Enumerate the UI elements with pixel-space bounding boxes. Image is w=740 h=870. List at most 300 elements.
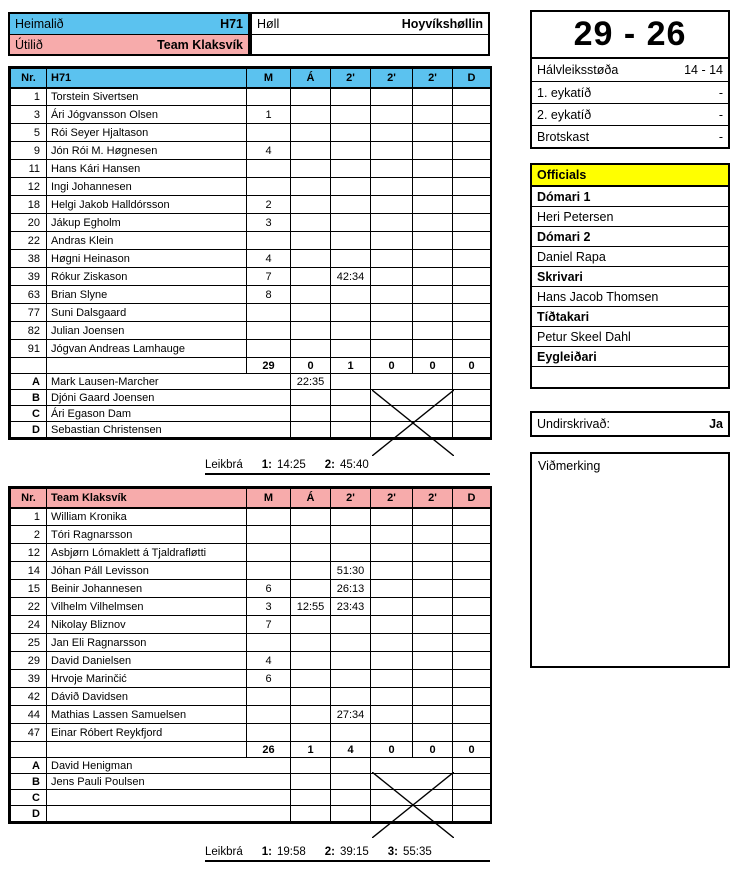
- signature-value: Ja: [709, 417, 723, 431]
- goals-cell: [247, 304, 291, 322]
- disqualification-cell: [453, 790, 491, 806]
- warning-cell: [291, 390, 331, 406]
- disqualification-cell: [453, 580, 491, 598]
- warning-cell: [291, 178, 331, 196]
- timeout-index: 2:: [324, 846, 335, 858]
- suspension3-cell: [413, 322, 453, 340]
- warning-cell: [291, 688, 331, 706]
- crossed-cell: [413, 406, 453, 422]
- official-letter: D: [11, 806, 47, 822]
- suspension1-cell: [331, 124, 371, 142]
- warning-cell: [291, 526, 331, 544]
- official-letter: B: [11, 390, 47, 406]
- player-number: 63: [11, 286, 47, 304]
- suspension1-cell: 27:34: [331, 706, 371, 724]
- player-number: 47: [11, 724, 47, 742]
- score-detail-value: -: [718, 107, 723, 122]
- col-header-m: M: [247, 69, 291, 88]
- suspension3-cell: [413, 196, 453, 214]
- col-header-2min-3: 2': [413, 489, 453, 508]
- suspension3-cell: [413, 160, 453, 178]
- suspension2-cell: [371, 88, 413, 106]
- player-name: Jógvan Andreas Lamhauge: [47, 340, 247, 358]
- crossed-cell: [371, 374, 413, 390]
- warning-cell: 12:55: [291, 598, 331, 616]
- player-name: Brian Slyne: [47, 286, 247, 304]
- hall-header-box: [250, 12, 490, 56]
- suspension1-cell: [331, 724, 371, 742]
- player-row: [11, 232, 491, 250]
- player-number: 39: [11, 670, 47, 688]
- home-team-officials: [11, 374, 491, 438]
- timeout-time: 55:35: [402, 846, 432, 858]
- suspension1-cell: [331, 286, 371, 304]
- suspension2-cell: [371, 526, 413, 544]
- goals-cell: [247, 544, 291, 562]
- goals-cell: [247, 688, 291, 706]
- player-row: [11, 508, 491, 526]
- player-row: [11, 178, 491, 196]
- disqualification-cell: [453, 562, 491, 580]
- warning-cell: [291, 106, 331, 124]
- player-name: Ingi Johannesen: [47, 178, 247, 196]
- player-name: Jákup Egholm: [47, 214, 247, 232]
- player-row: [11, 688, 491, 706]
- crossed-cell: [413, 790, 453, 806]
- crossed-cell: [371, 806, 413, 822]
- suspension2-cell: [371, 724, 413, 742]
- player-name: Einar Róbert Reykfjord: [47, 724, 247, 742]
- warning-cell: [291, 806, 331, 822]
- player-name: Mathias Lassen Samuelsen: [47, 706, 247, 724]
- goals-cell: [247, 232, 291, 250]
- home-players: [11, 88, 491, 358]
- official-name: [47, 790, 291, 806]
- disqualification-cell: [453, 774, 491, 790]
- totals-susp3: 0: [413, 742, 453, 758]
- player-number: 12: [11, 544, 47, 562]
- player-name: Jóhan Páll Levisson: [47, 562, 247, 580]
- timeout-index: 1:: [261, 459, 272, 471]
- player-number: 20: [11, 214, 47, 232]
- goals-cell: 4: [247, 652, 291, 670]
- official-name: [47, 806, 291, 822]
- suspension3-cell: [413, 508, 453, 526]
- disqualification-cell: [453, 340, 491, 358]
- crossed-cell: [371, 422, 413, 438]
- player-row: [11, 322, 491, 340]
- col-header-2min-2: 2': [371, 489, 413, 508]
- col-header-a: Á: [291, 69, 331, 88]
- suspension3-cell: [413, 214, 453, 232]
- totals-susp1: 1: [331, 358, 371, 374]
- goals-cell: [247, 124, 291, 142]
- team-official-row: [11, 774, 491, 790]
- suspension2-cell: [371, 508, 413, 526]
- warning-cell: [291, 634, 331, 652]
- disqualification-cell: [453, 406, 491, 422]
- suspension3-cell: [413, 304, 453, 322]
- suspension2-cell: [371, 562, 413, 580]
- player-name: Tóri Ragnarsson: [47, 526, 247, 544]
- warning-cell: 22:35: [291, 374, 331, 390]
- signature-row: [532, 413, 728, 435]
- player-number: 91: [11, 340, 47, 358]
- score-detail-label: Hálvleiksstøða: [537, 63, 619, 77]
- suspension3-cell: [413, 340, 453, 358]
- player-number: 18: [11, 196, 47, 214]
- suspension3-cell: [413, 634, 453, 652]
- suspension1-cell: [331, 340, 371, 358]
- player-row: [11, 304, 491, 322]
- player-row: [11, 616, 491, 634]
- player-name: Asbjørn Lómaklett á Tjaldrafløtti: [47, 544, 247, 562]
- player-name: Torstein Sivertsen: [47, 88, 247, 106]
- player-number: 29: [11, 652, 47, 670]
- player-number: 42: [11, 688, 47, 706]
- suspension3-cell: [413, 88, 453, 106]
- suspension1-cell: [331, 232, 371, 250]
- official-letter: C: [11, 790, 47, 806]
- away-team-row: [10, 34, 248, 54]
- totals-goals: 29: [247, 358, 291, 374]
- official-letter: D: [11, 422, 47, 438]
- crossed-cell: [371, 758, 413, 774]
- home-timeouts-line: [205, 459, 490, 475]
- player-name: Andras Klein: [47, 232, 247, 250]
- suspension3-cell: [413, 562, 453, 580]
- hall-name: Hoyvíkshøllin: [401, 17, 483, 31]
- col-header-d: D: [453, 489, 491, 508]
- col-header-team: H71: [47, 69, 247, 88]
- suspension3-cell: [413, 268, 453, 286]
- warning-cell: [291, 214, 331, 232]
- player-row: [11, 544, 491, 562]
- team-official-row: [11, 390, 491, 406]
- warning-cell: [291, 508, 331, 526]
- official-letter: B: [11, 774, 47, 790]
- suspension3-cell: [413, 232, 453, 250]
- timeout-time: 19:58: [276, 846, 306, 858]
- official-person-name: Daniel Rapa: [532, 247, 728, 267]
- suspension2-cell: [371, 286, 413, 304]
- player-name: David Danielsen: [47, 652, 247, 670]
- goals-cell: [247, 160, 291, 178]
- warning-cell: [291, 340, 331, 358]
- official-person-name: Hans Jacob Thomsen: [532, 287, 728, 307]
- disqualification-cell: [453, 286, 491, 304]
- suspension2-cell: [371, 322, 413, 340]
- player-row: [11, 562, 491, 580]
- goals-cell: 1: [247, 106, 291, 124]
- suspension1-cell: [331, 406, 371, 422]
- score-detail-row: [532, 103, 728, 125]
- official-role-label: Tíðtakari: [532, 307, 728, 327]
- official-name: Mark Lausen-Marcher: [47, 374, 291, 390]
- player-name: Vilhelm Vilhelmsen: [47, 598, 247, 616]
- goals-cell: 3: [247, 214, 291, 232]
- warning-cell: [291, 616, 331, 634]
- disqualification-cell: [453, 160, 491, 178]
- team-official-row: [11, 422, 491, 438]
- suspension2-cell: [371, 634, 413, 652]
- warning-cell: [291, 724, 331, 742]
- home-totals-row: [11, 358, 491, 374]
- suspension1-cell: [331, 142, 371, 160]
- totals-warnings: 1: [291, 742, 331, 758]
- disqualification-cell: [453, 322, 491, 340]
- player-number: 11: [11, 160, 47, 178]
- away-totals-row: [11, 742, 491, 758]
- suspension3-cell: [413, 724, 453, 742]
- col-header-d: D: [453, 69, 491, 88]
- suspension3-cell: [413, 598, 453, 616]
- player-number: 22: [11, 598, 47, 616]
- suspension2-cell: [371, 178, 413, 196]
- home-team-row: [10, 14, 248, 34]
- score-detail-row: [532, 125, 728, 147]
- goals-cell: [247, 706, 291, 724]
- officials-panel-title: Officials: [532, 165, 728, 187]
- player-number: 24: [11, 616, 47, 634]
- disqualification-cell: [453, 598, 491, 616]
- warning-cell: [291, 422, 331, 438]
- goals-cell: [247, 724, 291, 742]
- suspension1-cell: [331, 196, 371, 214]
- official-role-label: Dómari 1: [532, 187, 728, 207]
- player-number: 9: [11, 142, 47, 160]
- official-name: Ári Egason Dam: [47, 406, 291, 422]
- goals-cell: [247, 88, 291, 106]
- player-row: [11, 160, 491, 178]
- away-team-officials: [11, 758, 491, 822]
- timeout-index: 1:: [261, 846, 272, 858]
- suspension3-cell: [413, 526, 453, 544]
- player-name: Hrvoje Marinčić: [47, 670, 247, 688]
- disqualification-cell: [453, 526, 491, 544]
- home-team-name: H71: [220, 17, 243, 31]
- player-name: Nikolay Bliznov: [47, 616, 247, 634]
- col-header-nr: Nr.: [11, 69, 47, 88]
- disqualification-cell: [453, 806, 491, 822]
- disqualification-cell: [453, 232, 491, 250]
- suspension2-cell: [371, 268, 413, 286]
- player-number: 12: [11, 178, 47, 196]
- score-detail-rows: [532, 59, 728, 147]
- suspension1-cell: 23:43: [331, 598, 371, 616]
- score-detail-label: 1. eykatíð: [537, 85, 592, 100]
- player-number: 77: [11, 304, 47, 322]
- timeout-time: 14:25: [276, 459, 306, 471]
- disqualification-cell: [453, 124, 491, 142]
- warning-cell: [291, 322, 331, 340]
- crossed-cell: [371, 390, 413, 406]
- totals-name-cell: [47, 358, 247, 374]
- suspension1-cell: [331, 774, 371, 790]
- col-header-a: Á: [291, 489, 331, 508]
- player-row: [11, 580, 491, 598]
- totals-goals: 26: [247, 742, 291, 758]
- player-number: 22: [11, 232, 47, 250]
- goals-cell: 6: [247, 580, 291, 598]
- player-row: [11, 598, 491, 616]
- timeout-index: 2:: [324, 459, 335, 471]
- away-roster-table: [8, 486, 492, 824]
- suspension1-cell: [331, 322, 371, 340]
- suspension1-cell: [331, 88, 371, 106]
- suspension2-cell: [371, 250, 413, 268]
- goals-cell: 4: [247, 142, 291, 160]
- crossed-cell: [413, 758, 453, 774]
- player-number: 25: [11, 634, 47, 652]
- away-team-name: Team Klaksvík: [157, 37, 243, 52]
- timeouts-label: Leikbrá: [205, 459, 243, 471]
- suspension2-cell: [371, 124, 413, 142]
- team-official-row: [11, 406, 491, 422]
- goals-cell: [247, 562, 291, 580]
- totals-susp2: 0: [371, 742, 413, 758]
- totals-susp2: 0: [371, 358, 413, 374]
- warning-cell: [291, 196, 331, 214]
- totals-nr-cell: [11, 742, 47, 758]
- totals-warnings: 0: [291, 358, 331, 374]
- official-person-name: Heri Petersen: [532, 207, 728, 227]
- player-name: Rókur Ziskason: [47, 268, 247, 286]
- warning-cell: [291, 774, 331, 790]
- crossed-cell: [413, 806, 453, 822]
- warning-cell: [291, 652, 331, 670]
- warning-cell: [291, 268, 331, 286]
- crossed-cell: [413, 774, 453, 790]
- suspension1-cell: [331, 178, 371, 196]
- signature-label: Undirskrivað:: [537, 417, 610, 431]
- goals-cell: [247, 508, 291, 526]
- suspension2-cell: [371, 196, 413, 214]
- suspension3-cell: [413, 652, 453, 670]
- suspension1-cell: 51:30: [331, 562, 371, 580]
- score-panel: [530, 10, 730, 149]
- suspension2-cell: [371, 142, 413, 160]
- official-role-label: Eygleiðari: [532, 347, 728, 367]
- disqualification-cell: [453, 634, 491, 652]
- officials-panel: [530, 163, 730, 389]
- player-row: [11, 526, 491, 544]
- col-header-2min-3: 2': [413, 69, 453, 88]
- player-name: Rói Seyer Hjaltason: [47, 124, 247, 142]
- hall-label: Høll: [257, 17, 280, 31]
- suspension1-cell: [331, 390, 371, 406]
- suspension1-cell: [331, 106, 371, 124]
- official-name: Sebastian Christensen: [47, 422, 291, 438]
- suspension1-cell: [331, 422, 371, 438]
- suspension3-cell: [413, 250, 453, 268]
- suspension3-cell: [413, 580, 453, 598]
- player-number: 1: [11, 508, 47, 526]
- totals-susp3: 0: [413, 358, 453, 374]
- away-table-header-row: [11, 489, 491, 508]
- player-name: Ári Jógvansson Olsen: [47, 106, 247, 124]
- warning-cell: [291, 232, 331, 250]
- player-number: 3: [11, 106, 47, 124]
- suspension1-cell: [331, 758, 371, 774]
- totals-name-cell: [47, 742, 247, 758]
- disqualification-cell: [453, 178, 491, 196]
- player-row: [11, 268, 491, 286]
- warning-cell: [291, 250, 331, 268]
- suspension3-cell: [413, 286, 453, 304]
- player-row: [11, 340, 491, 358]
- player-name: Beinir Johannesen: [47, 580, 247, 598]
- disqualification-cell: [453, 422, 491, 438]
- remarks-label: Viðmerking: [538, 459, 601, 473]
- disqualification-cell: [453, 214, 491, 232]
- official-name: Djóni Gaard Joensen: [47, 390, 291, 406]
- disqualification-cell: [453, 758, 491, 774]
- suspension1-cell: [331, 544, 371, 562]
- crossed-cell: [371, 790, 413, 806]
- player-name: Jan Eli Ragnarsson: [47, 634, 247, 652]
- player-number: 14: [11, 562, 47, 580]
- score-detail-value: -: [718, 85, 723, 100]
- player-row: [11, 706, 491, 724]
- goals-cell: 6: [247, 670, 291, 688]
- totals-disq: 0: [453, 742, 491, 758]
- disqualification-cell: [453, 616, 491, 634]
- suspension3-cell: [413, 106, 453, 124]
- warning-cell: [291, 160, 331, 178]
- totals-susp1: 4: [331, 742, 371, 758]
- team-official-row: [11, 806, 491, 822]
- score-detail-label: Brotskast: [537, 129, 590, 144]
- goals-cell: [247, 634, 291, 652]
- team-official-row: [11, 790, 491, 806]
- disqualification-cell: [453, 304, 491, 322]
- team-official-row: [11, 374, 491, 390]
- warning-cell: [291, 758, 331, 774]
- suspension2-cell: [371, 214, 413, 232]
- player-row: [11, 196, 491, 214]
- goals-cell: [247, 340, 291, 358]
- player-row: [11, 634, 491, 652]
- official-name: David Henigman: [47, 758, 291, 774]
- player-row: [11, 652, 491, 670]
- disqualification-cell: [453, 196, 491, 214]
- warning-cell: [291, 706, 331, 724]
- suspension3-cell: [413, 706, 453, 724]
- suspension1-cell: [331, 160, 371, 178]
- disqualification-cell: [453, 88, 491, 106]
- score-detail-row: [532, 59, 728, 81]
- col-header-m: M: [247, 489, 291, 508]
- final-score: 29 - 26: [532, 12, 728, 59]
- official-name: Jens Pauli Poulsen: [47, 774, 291, 790]
- col-header-2min-1: 2': [331, 489, 371, 508]
- player-name: Jón Rói M. Høgnesen: [47, 142, 247, 160]
- suspension2-cell: [371, 670, 413, 688]
- suspension2-cell: [371, 340, 413, 358]
- suspension3-cell: [413, 616, 453, 634]
- suspension2-cell: [371, 304, 413, 322]
- player-number: 1: [11, 88, 47, 106]
- warning-cell: [291, 286, 331, 304]
- player-row: [11, 106, 491, 124]
- away-players: [11, 508, 491, 742]
- warning-cell: [291, 790, 331, 806]
- suspension1-cell: 26:13: [331, 580, 371, 598]
- player-row: [11, 124, 491, 142]
- suspension3-cell: [413, 670, 453, 688]
- player-row: [11, 88, 491, 106]
